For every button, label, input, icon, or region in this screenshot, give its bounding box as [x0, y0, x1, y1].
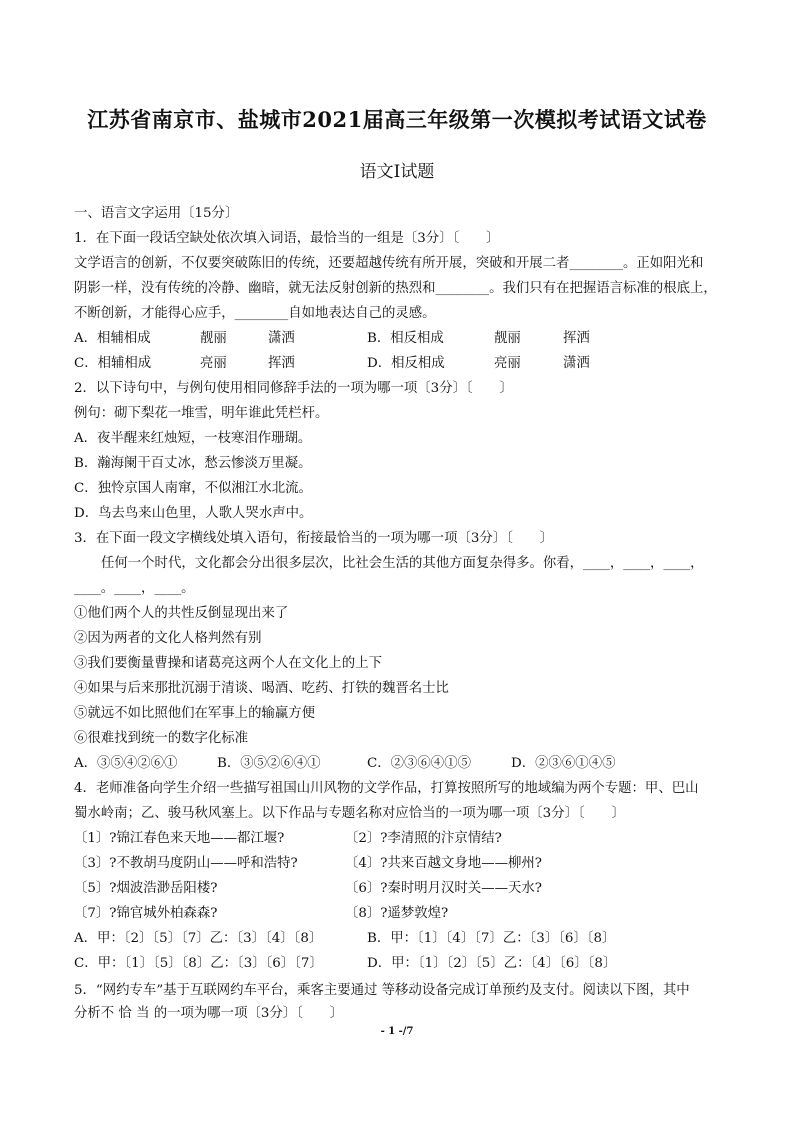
- q3-passage-line: 任何一个时代，文化都会分出很多层次，比社会生活的其他方面复杂得多。你看，____，____，____，: [101, 556, 704, 571]
- q4-option-c: C．甲：〔1〕〔5〕〔8〕乙：〔3〕〔6〕〔7〕: [74, 956, 323, 971]
- q3-option-d: D．②③⑥①④⑤: [511, 756, 616, 771]
- q3-sentence-item: ④如果与后来那批沉溺于清谈、喝酒、吃药、打铁的魏晋名士比: [74, 681, 449, 696]
- q4-work-item: 〔1〕?锦江春色来天地——都江堰?: [74, 831, 285, 846]
- q4-stem: 4．老师准备向学生介绍一些描写祖国山川风物的文学作品，打算按照所写的地域编为两个专题：甲、巴山: [74, 781, 699, 796]
- q1-passage-line: 不断创新，才能得心应手，________自如地表达自己的灵感。: [74, 306, 436, 321]
- q3-sentence-item: ⑥很难找到统一的数字化标准: [74, 731, 249, 746]
- page-subtitle: 语文Ⅰ试题: [359, 162, 435, 182]
- q3-sentence-item: ①他们两个人的共性反倒显现出来了: [74, 606, 289, 621]
- q4-work-item: 〔2〕?李清照的汴京情结?: [345, 831, 502, 846]
- q3-option-b: B．③⑤②⑥④①: [217, 756, 321, 771]
- q3-option-a: A．③⑤④②⑥①: [74, 756, 178, 771]
- q4-option-d: D．甲：〔1〕〔2〕〔5〕乙：〔4〕〔6〕〔8〕: [367, 956, 617, 971]
- q3-sentence-item: ②因为两者的文化人格判然有别: [74, 631, 262, 646]
- q1-stem: 1．在下面一段话空缺处依次填入词语，最恰当的一组是〔3分〕〔 〕: [74, 231, 500, 246]
- page-number: - 1 -/7: [380, 1026, 414, 1037]
- q2-option-d: D．鸟去鸟来山色里，人歌人哭水声中。: [74, 506, 313, 521]
- q3-sentence-item: ③我们要衡量曹操和诸葛亮这两个人在文化上的上下: [74, 656, 382, 671]
- q4-work-item: 〔8〕?遥梦敦煌?: [345, 906, 449, 921]
- q2-option-b: B．瀚海阑干百丈冰，愁云惨淡万里凝。: [74, 456, 312, 471]
- q2-option-a: A．夜半醒来红烛短，一枝寒泪作珊瑚。: [74, 431, 312, 446]
- q2-example: 例句：砌下梨花一堆雪，明年谁此凭栏杆。: [74, 406, 329, 421]
- q1-passage-line: 阴影一样，没有传统的冷静、幽暗，就无法反射创新的热烈和________。我们只有在把握语言标准的根底上，: [74, 281, 717, 296]
- q4-stem: 蜀水岭南；乙、骏马秋风塞上。以下作品与专题名称对应恰当的一项为哪一项〔3分〕〔 〕: [74, 806, 625, 821]
- q4-work-item: 〔7〕?锦官城外柏森森?: [74, 906, 218, 921]
- q4-work-item: 〔6〕?秦时明月汉时关——天水?: [345, 881, 542, 896]
- q5-stem: 5．“网约专车”基于互联网约车平台，乘客主要通过 等移动设备完成订单预约及支付。阅读以下图，其中: [74, 983, 690, 998]
- q2-stem: 2．以下诗句中，与例句使用相同修辞手法的一项为哪一项〔3分〕〔 〕: [74, 381, 513, 396]
- q1-passage-line: 文学语言的创新，不仅要突破陈旧的传统，还要超越传统有所开展，突破和开展二者________。正如阳光和: [74, 256, 704, 271]
- page-title: 江苏省南京市、盐城市2021届高三年级第一次模拟考试语文试卷: [87, 107, 707, 132]
- q5-stem: 分析不 恰 当 的一项为哪一项〔3分〕〔 〕: [74, 1006, 344, 1021]
- q3-passage-line: ____。____，____。: [74, 581, 195, 596]
- document-page: 江苏省南京市、盐城市2021届高三年级第一次模拟考试语文试卷 语文Ⅰ试题 一、语言文字运用〔15分〕 1．在下面一段话空缺处依次填入词语，最恰当的一组是〔3分〕〔 〕 文学语言的创新，不仅要突破陈旧的传统，还要超越传统有所开展，突破和开展二者________。正如阳光和 阴影一样，没有传统的冷静、幽暗，就无法反射创新的热烈和________。我们只有在把握语言标准的根底上， 不断创新，才能得心应手，________自如地表达自己的灵感。 A．相辅相成 靓丽 潇洒 B．相反相成 靓丽 挥洒 C．相辅相成 亮丽 挥洒 D．相反相成 亮丽 潇洒 2．以下诗句中，与例句使用相同修辞手法的一项为哪一项〔3分〕〔 〕 例句：砌下梨花一堆雪，明年谁此凭栏杆。 A．夜半醒来红烛短，一枝寒泪作珊瑚。 B．瀚海阑干百丈冰，愁云惨淡万里凝。 C．独怜京国人南窜，不似湘江水北流。 D．鸟去鸟来山色里，人歌人哭水声中。 3．在下面一段文字横线处填入语句，衔接最恰当的一项为哪一项〔3分〕〔 〕 任何一个时代，文化都会分出很多层次，比社会生活的其他方面复杂得多。你看，____，____，____， ____。____，____。 ①他们两个人的共性反倒显现出来了 ②因为两者的文化人格判然有别 ③我们要衡量曹操和诸葛亮这两个人在文化上的上下 ④如果与后来那批沉溺于清谈、喝酒、吃药、打铁的魏晋名士比 ⑤就远不如比照他们在军事上的输赢方便 ⑥很难找到统一的数字化标准 A．③⑤④②⑥① B．③⑤②⑥④① C．②③⑥④①⑤ D．②③⑥①④⑤ 4．老师准备向学生介绍一些描写祖国山川风物的文学作品，打算按照所写的地域编为两个专题：甲、巴山 蜀水岭南；乙、骏马秋风塞上。以下作品与专题名称对应恰当的一项为哪一项〔3分〕〔 〕 〔1〕?锦江春色来天地——都江堰? 〔2〕?李清照的汴京情结? 〔3〕?不教胡马度阴山——呼和浩特? 〔4〕?共来百越文身地——柳州? 〔5〕?烟波浩渺岳阳楼? 〔6〕?秦时明月汉时关——天水? 〔7〕?锦官城外柏森森? 〔8〕?遥梦敦煌? A．甲：〔2〕〔5〕〔7〕乙：〔3〕〔4〕〔8〕 B．甲：〔1〕〔4〕〔7〕乙：〔3〕〔6〕〔8〕 C．甲：〔1〕〔5〕〔8〕乙：〔3〕〔6〕〔7〕 D．甲：〔1〕〔2〕〔5〕乙：〔4〕〔6〕〔8〕 5．“网约专车”基于互联网约车平台，乘客主要通过 等移动设备完成订单预约及支付。阅读以下图，其中 分析不 恰 当 的一项为哪一项〔3分〕〔 〕 - 1 -/7: [0, 0, 794, 1123]
- q4-work-item: 〔3〕?不教胡马度阴山——呼和浩特?: [74, 856, 298, 871]
- q4-work-item: 〔4〕?共来百越文身地——柳州?: [345, 856, 542, 871]
- q3-sentence-item: ⑤就远不如比照他们在军事上的输赢方便: [74, 706, 316, 721]
- section-heading: 一、语言文字运用〔15分〕: [74, 206, 239, 221]
- q4-work-item: 〔5〕?烟波浩渺岳阳楼?: [74, 881, 218, 896]
- q4-option-a: A．甲：〔2〕〔5〕〔7〕乙：〔3〕〔4〕〔8〕: [74, 931, 323, 946]
- q3-stem: 3．在下面一段文字横线处填入语句，衔接最恰当的一项为哪一项〔3分〕〔 〕: [74, 531, 554, 546]
- q2-option-c: C．独怜京国人南窜，不似湘江水北流。: [74, 481, 312, 496]
- q4-option-b: B．甲：〔1〕〔4〕〔7〕乙：〔3〕〔6〕〔8〕: [367, 931, 616, 946]
- q3-option-c: C．②③⑥④①⑤: [367, 756, 471, 771]
